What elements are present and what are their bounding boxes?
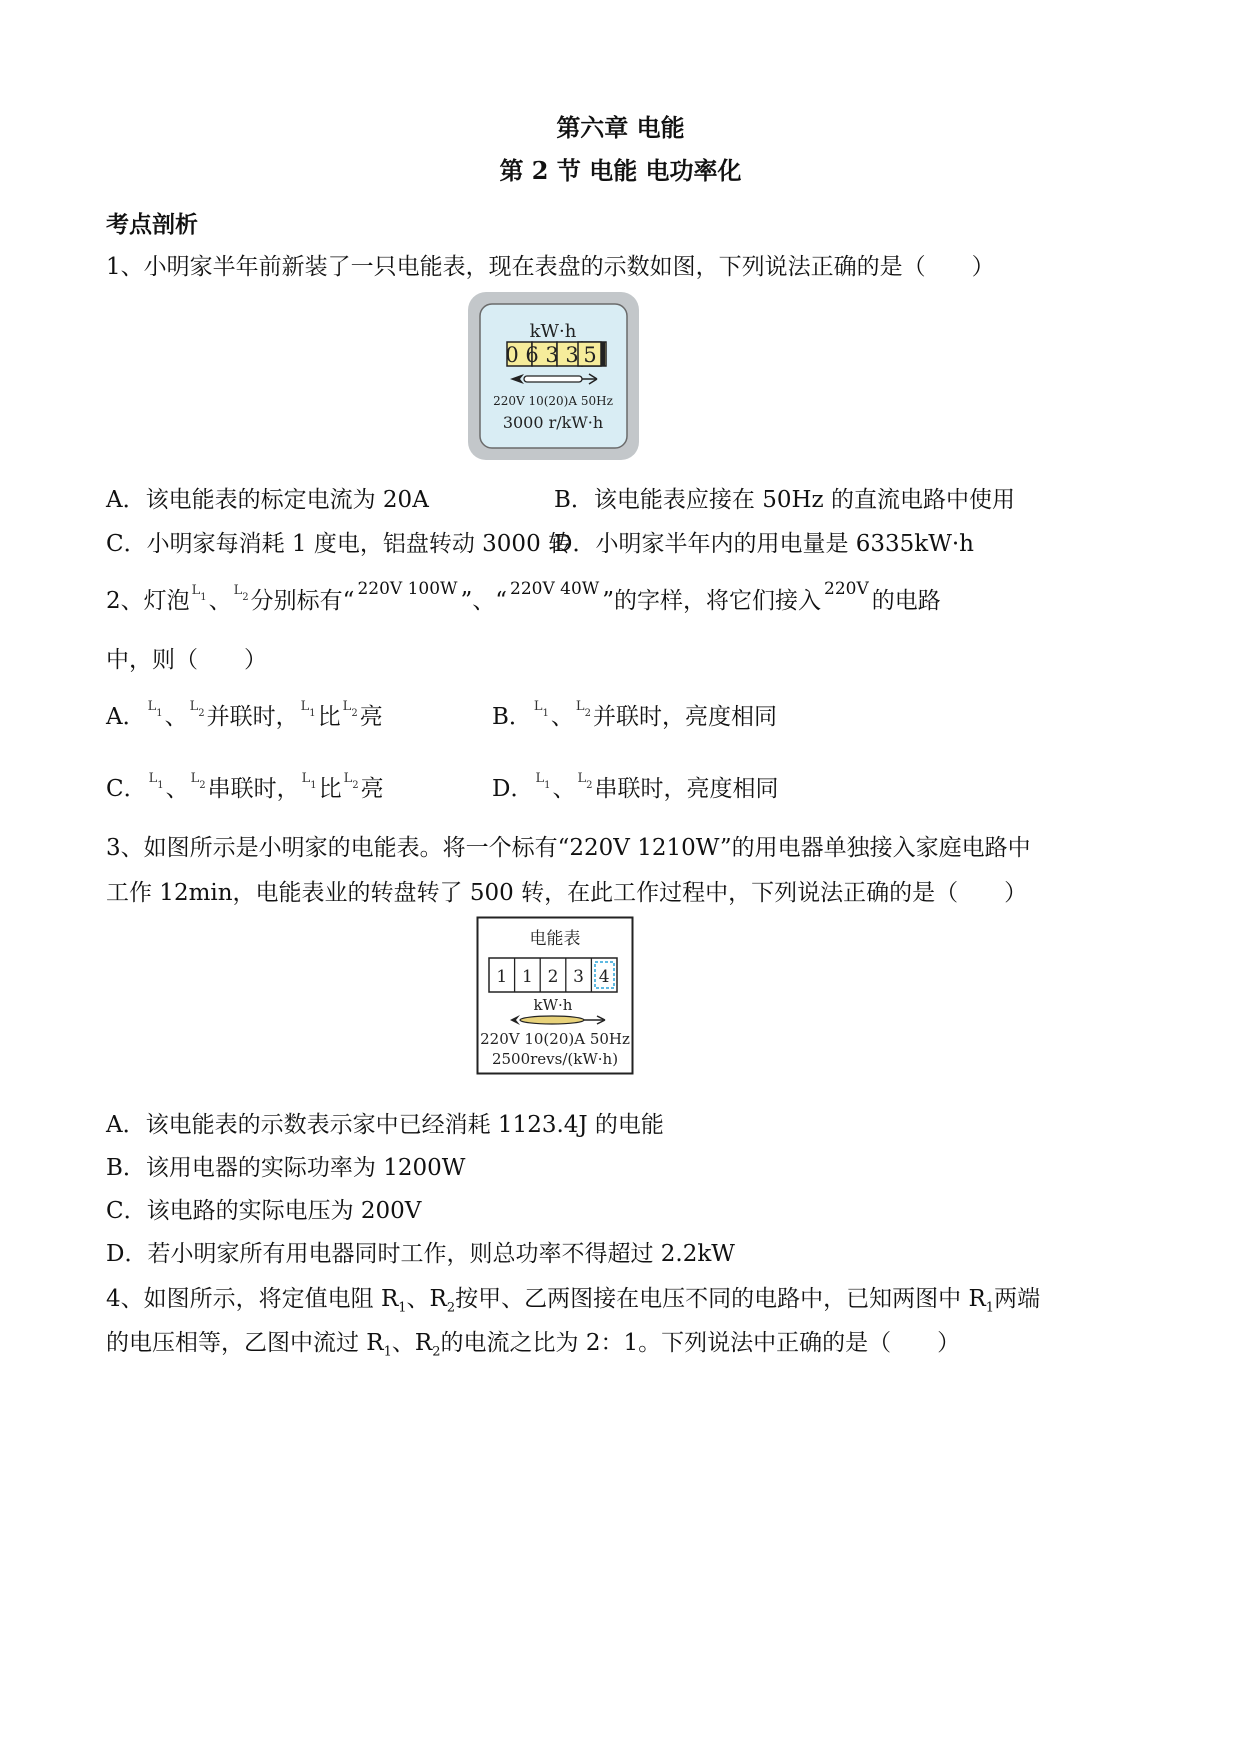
q2-option-d: D． $^{L_1}$、 $^{L_2}$串联时，亮度相同: [492, 771, 779, 802]
q3-option-c: C．该电路的实际电压为 200V: [106, 1198, 422, 1224]
q3-option-b: B．该用电器的实际功率为 1200W: [106, 1155, 466, 1181]
meter-digit: 5: [583, 343, 597, 367]
q1-option-b: B．该电能表应接在 50Hz 的直流电路中使用: [554, 487, 1015, 513]
q4-stem-line1: 4、如图所示，将定值电阻 $R_1$、$R_2$按甲、乙两图接在电压不同的电路中，已知两图中 $R_1$两端: [106, 1286, 1041, 1316]
q2-stem-line1: 2、灯泡 $^{L_1}$、 $^{L_2}$分别标有“ $^{220V 100W}$ ”、“ $^{220V 40W}$ ”的字样，将它们接入 $^{220V}$ 的电路: [106, 579, 941, 614]
rating-l2: 220V 40W: [510, 579, 600, 599]
lamp-l1-symbol: L1: [191, 583, 207, 603]
q2-stem-line2: 中，则（ ）: [106, 647, 267, 673]
meter-digit-window: [505, 342, 606, 367]
chapter-title: 第六章 电能: [556, 113, 685, 142]
meter-digit: 3: [573, 967, 585, 987]
kaodian-heading: 考点剖析: [106, 211, 198, 238]
q1-meter-figure: [466, 290, 641, 462]
q2-option-a: A． $^{L_1}$、 $^{L_2}$并联时， $^{L_1}$比 $^{L_2}$亮: [106, 699, 383, 730]
meter-title: 电能表: [529, 929, 581, 949]
q1-option-c: C．小明家每消耗 1 度电，铝盘转动 3000 转: [106, 531, 572, 557]
rating-l1: 220V 100W: [357, 579, 458, 599]
q1-stem: 1、小明家半年前新装了一只电能表，现在表盘的示数如图，下列说法正确的是（ ）: [106, 254, 995, 280]
meter-unit: kW·h: [529, 321, 577, 342]
q3-stem-line2: 工作 12min，电能表业的转盘转了 500 转，在此工作过程中，下列说法正确的是（ ）: [106, 880, 1028, 906]
meter-spec: 220V 10(20)A 50Hz: [493, 394, 613, 408]
meter-digit: 4: [598, 967, 610, 987]
meter-spec: 220V 10(20)A 50Hz: [480, 1030, 630, 1048]
meter-digit: 3: [565, 343, 579, 367]
section-title: 第 2 节 电能 电功率化: [499, 156, 742, 185]
meter-rev: 2500revs/(kW·h): [491, 1050, 619, 1068]
meter-digit: 1: [521, 967, 533, 987]
q3-stem-line1: 3、如图所示是小明家的电能表。将一个标有“220V 1210W”的用电器单独接入家庭电路中: [106, 835, 1031, 861]
q3-option-d: D．若小明家所有用电器同时工作，则总功率不得超过 2.2kW: [106, 1241, 735, 1267]
meter-digit: 2: [547, 967, 559, 987]
supply-voltage: 220V: [824, 579, 869, 599]
lamp-l2-symbol: L2: [233, 583, 249, 603]
q4-stem-line2: 的电压相等，乙图中流过 $R_1$、$R_2$的电流之比为 2：1。下列说法中正确的是（ ）: [106, 1330, 961, 1360]
meter-digit: 6: [525, 343, 539, 367]
meter-digit: 1: [496, 967, 508, 987]
q1-option-d: D．小明家半年内的用电量是 6335kW·h: [554, 531, 974, 557]
meter-digit: 3: [545, 343, 559, 367]
q2-option-b: B． $^{L_1}$、 $^{L_2}$并联时，亮度相同: [492, 699, 777, 730]
q2-option-c: C． $^{L_1}$、 $^{L_2}$串联时， $^{L_1}$比 $^{L_2}$亮: [106, 771, 384, 802]
q3-meter-figure: [476, 916, 634, 1076]
meter-rev: 3000 r/kW·h: [502, 413, 604, 432]
q3-option-a: A．该电能表的示数表示家中已经消耗 1123.4J 的电能: [106, 1112, 664, 1138]
meter-digit: 0: [505, 343, 519, 367]
q1-option-a: A．该电能表的标定电流为 20A: [106, 487, 429, 513]
meter-digit-row: [489, 958, 617, 992]
meter-unit: kW·h: [533, 996, 573, 1014]
